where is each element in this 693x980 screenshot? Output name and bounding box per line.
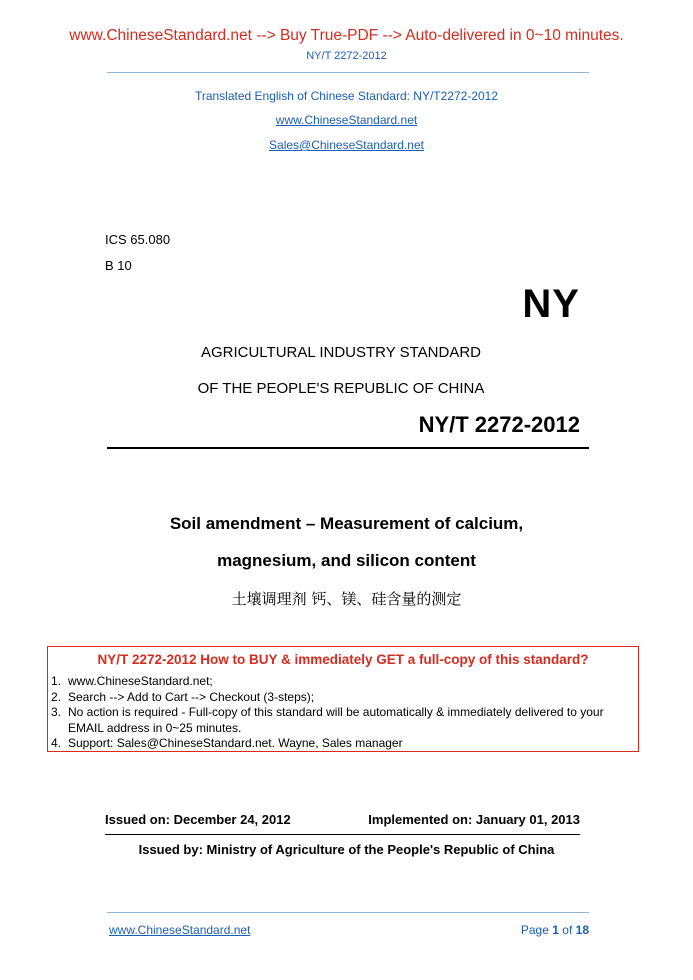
buy-step-text: www.ChineseStandard.net; bbox=[68, 674, 213, 688]
issue-divider bbox=[105, 834, 580, 835]
page-current: 1 bbox=[552, 923, 559, 937]
issuing-authority: Issued by: Ministry of Agriculture of the People's Republic of China bbox=[138, 842, 555, 857]
title-english-line1: Soil amendment – Measurement of calcium, bbox=[169, 514, 524, 533]
header-doc-id: NY/T 2272-2012 bbox=[306, 50, 387, 62]
footer-site-link[interactable]: www.ChineseStandard.net bbox=[109, 923, 251, 937]
buy-step-text: Search --> Add to Cart --> Checkout (3-steps); bbox=[68, 689, 315, 704]
page-indicator bbox=[521, 923, 589, 937]
buy-box-title: NY/T 2272-2012 How to BUY & immediately GET a full-copy of this standard? bbox=[97, 652, 589, 667]
buy-step-number: 2. bbox=[51, 689, 62, 704]
header-divider bbox=[107, 72, 589, 73]
footer-divider bbox=[107, 912, 589, 913]
page-of-label: of bbox=[562, 923, 573, 937]
title-chinese: 土壤调理剂 钙、镁、硅含量的测定 bbox=[231, 590, 462, 608]
issued-date: Issued on: December 24, 2012 bbox=[105, 812, 291, 827]
page-total: 18 bbox=[575, 923, 589, 937]
standard-number: NY/T 2272-2012 bbox=[418, 412, 580, 437]
standard-type-line2: OF THE PEOPLE'S REPUBLIC OF CHINA bbox=[197, 380, 485, 397]
buy-step-number: 4. bbox=[51, 736, 62, 750]
sales-email-link[interactable]: Sales@ChineseStandard.net bbox=[269, 138, 424, 152]
ccs-code: B 10 bbox=[105, 258, 132, 273]
buy-step-number: 1. bbox=[51, 674, 62, 688]
buy-step bbox=[51, 690, 634, 706]
title-english-line2: magnesium, and silicon content bbox=[217, 551, 476, 570]
buy-step[interactable] bbox=[51, 736, 634, 752]
site-link[interactable]: www.ChineseStandard.net bbox=[275, 113, 418, 127]
title-divider bbox=[107, 447, 589, 449]
buy-instructions-box bbox=[47, 646, 639, 752]
buy-step-number: 3. bbox=[51, 705, 62, 719]
standard-logo: NY bbox=[522, 282, 580, 326]
buy-step-text: Support: Sales@ChineseStandard.net. Wayne, Sales manager bbox=[68, 736, 403, 750]
implemented-date: Implemented on: January 01, 2013 bbox=[368, 812, 580, 827]
ics-code: ICS 65.080 bbox=[105, 232, 171, 247]
buy-step-text: No action is required - Full-copy of this standard will be automatically & immediately delivered to your EMAIL address in 0~25 minutes. bbox=[68, 705, 604, 735]
standard-type-line1: AGRICULTURAL INDUSTRY STANDARD bbox=[200, 344, 482, 361]
page-label: Page bbox=[520, 923, 549, 937]
buy-step[interactable] bbox=[51, 674, 634, 690]
buy-step bbox=[51, 705, 634, 736]
translated-notice: Translated English of Chinese Standard: NY/T2272-2012 bbox=[194, 89, 499, 103]
buy-steps-list bbox=[51, 674, 634, 752]
purchase-banner[interactable]: www.ChineseStandard.net --> Buy True-PDF --> Auto-delivered in 0~10 minutes. bbox=[69, 27, 624, 44]
